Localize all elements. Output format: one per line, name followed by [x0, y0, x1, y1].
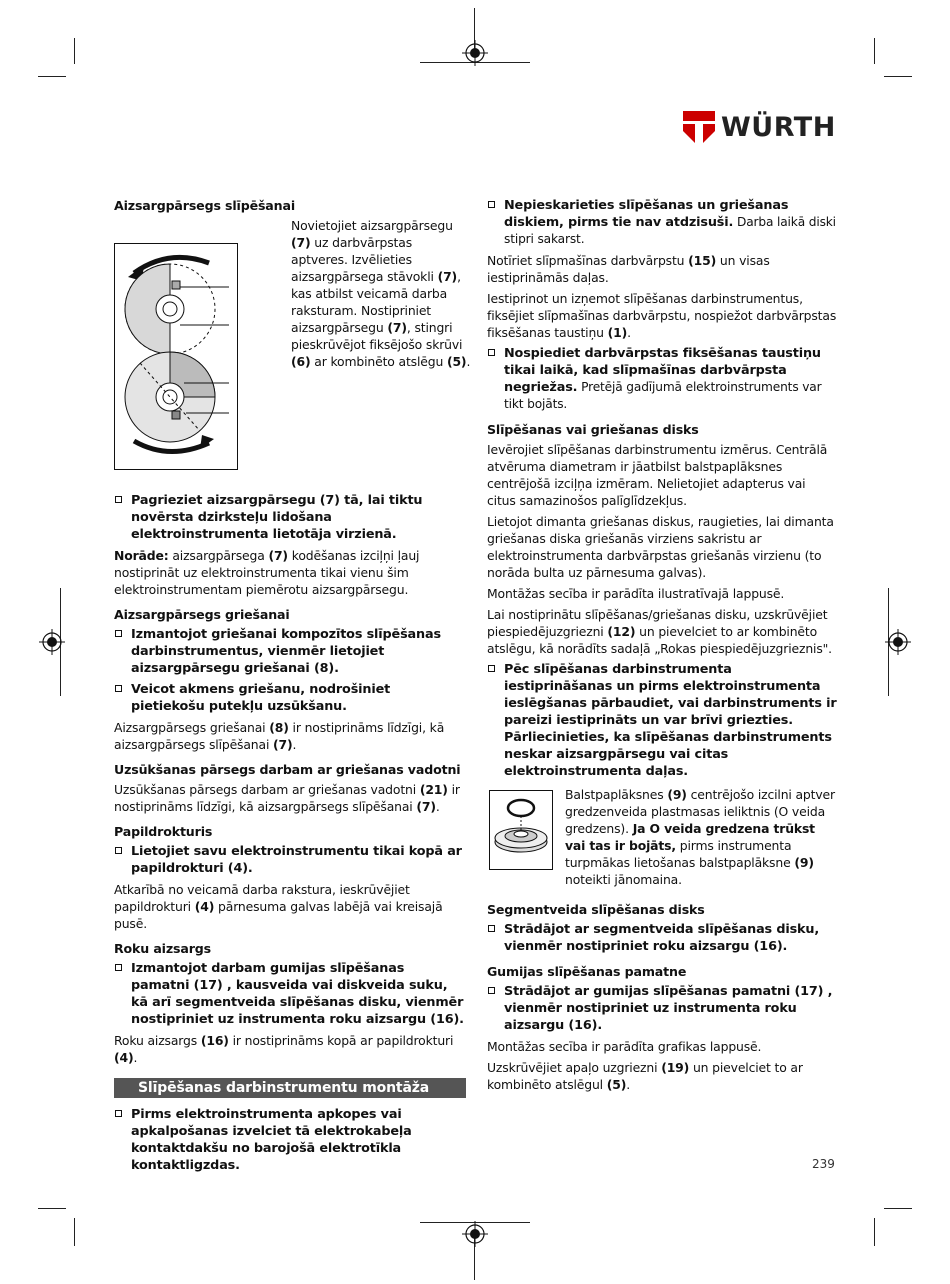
heading-suction: Uzsūkšanas pārsegs darbam ar griešanas vadotni [114, 762, 461, 777]
guard-grinding-text: Novietojiet aizsargpārsegu (7) uz darbvārpstas aptveres. Izvēlieties aizsargpārsega stāvokli (7), kas atbilst veicamā darba raksturam. Nostipriniet aizsargpārsegu (7), stingri pieskrūvējot fiksējošo skrūvi (6) ar kombinēto atslēgu (5). [291, 218, 471, 369]
wurth-logo-icon [683, 111, 715, 143]
cutting-bullet-2: Veicot akmens griešanu, nodrošiniet pietiekošu putekļu uzsūkšanu. [114, 681, 466, 715]
bullet-box-icon [488, 665, 495, 672]
segment-bullet: Strādājot ar segmentveida slīpēšanas disku, vienmēr nostipriniet roku aizsargu (16). [487, 921, 837, 955]
hand-guard-paragraph: Roku aizsargs (16) ir nostiprināms kopā ar papildrokturi (4). [114, 1033, 454, 1065]
logo-text: WÜRTH [721, 112, 836, 143]
suction-paragraph: Uzsūkšanas pārsegs darbam ar griešanas vadotni (21) ir nostiprināms līdzīgi, kā aizsargpārsegs slīpēšanai (7). [114, 782, 460, 814]
rubber-paragraph-1: Montāžas secība ir parādīta grafikas lappusē. [487, 1039, 762, 1054]
o-ring-illustration [489, 790, 553, 870]
left-column [114, 197, 471, 1178]
heading-rubber: Gumijas slīpēšanas pamatne [487, 964, 687, 979]
registration-mark-bottom [462, 1221, 488, 1247]
cutting-paragraph: Aizsargpārsegs griešanai (8) ir nostiprināms līdzīgi, kā aizsargpārsegs slīpēšanai (7). [114, 720, 445, 752]
right-column [487, 197, 837, 1097]
mounting-bullet: Pirms elektroinstrumenta apkopes vai apkalpošanas izvelciet tā elektrokabeļa kontaktdakšu no barojošā elektrotīkla kontaktligzdas. [114, 1106, 466, 1174]
rubber-bullet: Strādājot ar gumijas slīpēšanas pamatni (17) , vienmēr nostipriniet uz instrumenta roku aizsargu (16). [487, 983, 837, 1034]
o-ring-text: Balstpaplāksnes (9) centrējošo izcilni aptver gredzenveida plastmasas ieliktnis (O veida gredzens). Ja O veida gredzena trūkst vai tas ir bojāts, pirms instrumenta turpmākas lietošanas balstpaplāksne (9) noteikti jānomaina. [565, 787, 835, 887]
rotate-guard-bullet: Pagrieziet aizsargpārsegu (7) tā, lai tiktu novērsta dzirksteļu lidošana elektroinstrumenta lietotāja virzienā. [114, 492, 466, 543]
heading-segment: Segmentveida slīpēšanas disks [487, 902, 705, 917]
disc-paragraph-4: Lai nostiprinātu slīpēšanas/griešanas disku, uzskrūvējiet piespiedējuzgriezni (12) un pievelciet to ar kombinēto atslēgu, kā norādīts sadaļā „Rokas piespiedējuzgrieznis". [487, 607, 832, 656]
registration-mark-top [462, 40, 488, 66]
heading-aux-handle: Papildrokturis [114, 824, 213, 839]
heading-guard-grinding: Aizsargpārsegs slīpēšanai [114, 198, 295, 213]
bullet-box-icon [115, 964, 122, 971]
rubber-paragraph-2: Uzskrūvējiet apaļo uzgriezni (19) un pievelciet to ar kombinēto atslēgul (5). [487, 1060, 803, 1092]
disc-paragraph-2: Lietojot dimanta griešanas diskus, raugieties, lai dimanta griešanas diska griešanās virziens sakristu ar elektroinstrumenta darbvārpstas griešanās virzienu (to norāda bulta uz pārnesuma galvas). [487, 514, 834, 580]
bullet-box-icon [115, 630, 122, 637]
bullet-box-icon [488, 201, 495, 208]
bullet-box-icon [115, 847, 122, 854]
touch-bullet: Nepieskarieties slīpēšanas un griešanas diskiem, pirms tie nav atdzisuši. Darba laikā diski stipri sakarst. [487, 197, 837, 248]
aux-handle-paragraph: Atkarībā no veicamā darba rakstura, ieskrūvējiet papildrokturi (4) pārnesuma galvas labējā vai kreisajā pusē. [114, 882, 443, 931]
disc-paragraph-3: Montāžas secība ir parādīta ilustratīvajā lappusē. [487, 586, 785, 601]
registration-mark-right [885, 629, 911, 655]
bullet-box-icon [115, 685, 122, 692]
o-ring-block [487, 786, 837, 893]
aux-handle-bullet: Lietojiet savu elektroinstrumentu tikai kopā ar papildrokturi (4). [114, 843, 466, 877]
press-bullet: Nospiediet darbvārpstas fiksēšanas taustiņu tikai laikā, kad slīpmašīnas darbvārpsta negriežas. Pretējā gadījumā elektroinstruments var tikt bojāts. [487, 345, 837, 413]
note-paragraph: Norāde: aizsargpārsega (7) kodēšanas izciļņi ļauj nostiprināt uz elektroinstrumenta tikai vienu šim elektroinstrumentam piemērotu aizsargpārsegu. [114, 548, 420, 597]
bullet-box-icon [115, 1110, 122, 1117]
registration-mark-left [39, 629, 65, 655]
heading-guard-cutting: Aizsargpārsegs griešanai [114, 607, 290, 622]
check-bullet: Pēc slīpēšanas darbinstrumenta iestiprināšanas un pirms elektroinstrumenta ieslēgšanas pārbaudiet, vai darbinstruments ir pareizi iestiprināts un var brīvi griezties. Pārliecinieties, ka slīpēšanas darbinstruments neskar aizsargpārsegu vai citas elektroinstrumenta daļas. [487, 661, 837, 780]
clean-paragraph: Notīriet slīpmašīnas darbvārpstu (15) un visas iestiprināmās daļas. [487, 253, 770, 285]
heading-disc: Slīpēšanas vai griešanas disks [487, 422, 699, 437]
guard-figure-block [114, 217, 471, 469]
heading-hand-guard: Roku aizsargs [114, 941, 211, 956]
bullet-box-icon [488, 925, 495, 932]
disc-paragraph-1: Ievērojiet slīpēšanas darbinstrumentu izmērus. Centrālā atvēruma diametram ir jāatbilst balstpaplāksnes centrējošā izciļņa izmēram. Nelietojiet adapterus vai citus samazinošos palīglīdzekļus. [487, 442, 828, 508]
fix-paragraph: Iestiprinot un izņemot slīpēšanas darbinstrumentus, fiksējiet slīpmašīnas darbvārpstu, nospiežot darbvārpstas fiksēšanas taustiņu (1). [487, 291, 837, 340]
page-number: 239 [812, 1157, 835, 1171]
hand-guard-bullet: Izmantojot darbam gumijas slīpēšanas pamatni (17) , kausveida vai diskveida suku, kā arī segmentveida slīpēšanas disku, vienmēr nostipriniet uz instrumenta roku aizsargu (16). [114, 960, 466, 1028]
guard-illustration [114, 243, 239, 471]
cutting-bullet-1: Izmantojot griešanai kompozītos slīpēšanas darbinstrumentus, vienmēr lietojiet aizsargpārsegu griešanai (8). [114, 626, 466, 677]
bullet-box-icon [488, 349, 495, 356]
bullet-box-icon [115, 496, 122, 503]
bullet-box-icon [488, 987, 495, 994]
mounting-banner: Slīpēšanas darbinstrumentu montāža [114, 1078, 466, 1098]
